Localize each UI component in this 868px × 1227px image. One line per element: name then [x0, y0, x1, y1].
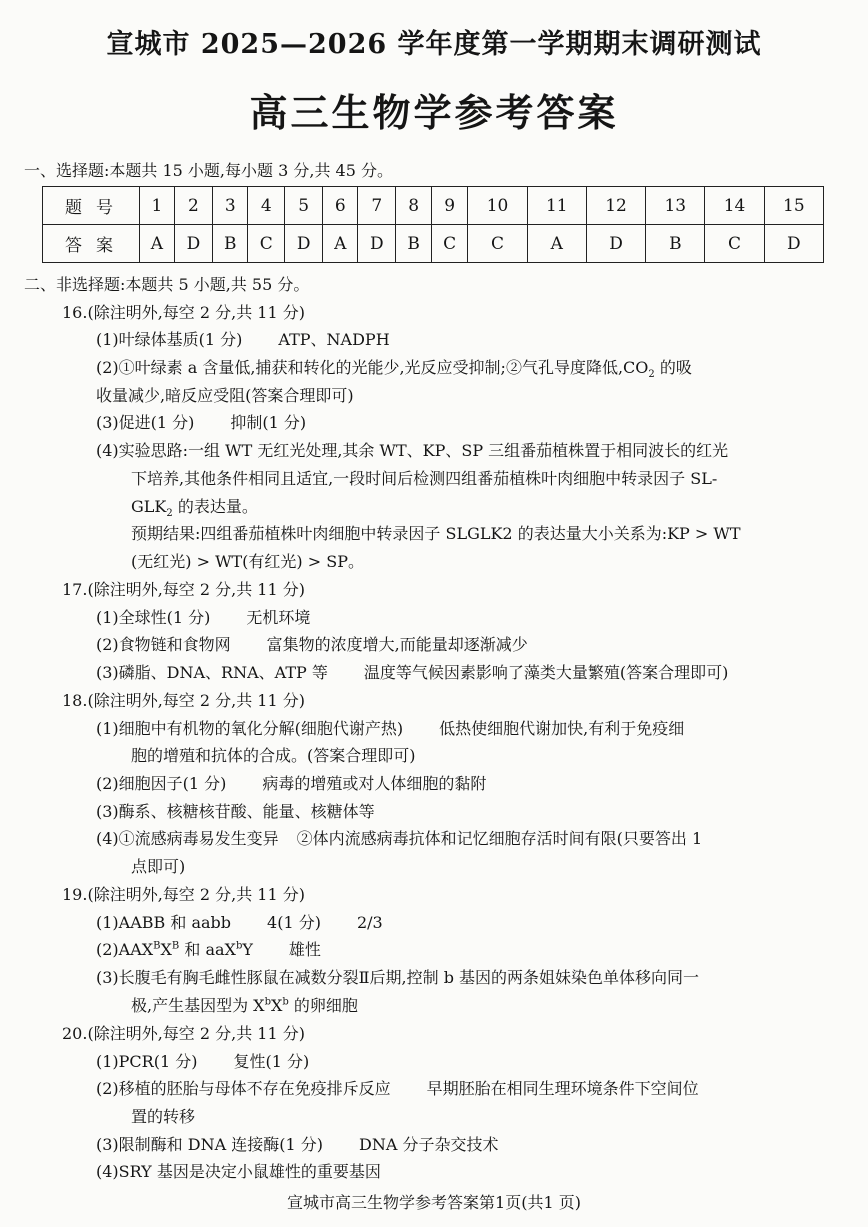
table-cell: 9 [431, 187, 468, 225]
answer-text: X [270, 996, 283, 1015]
q18-answer-1 [96, 716, 684, 739]
q19-answer-3: (3)长腹毛有胸毛雌性豚鼠在减数分裂Ⅱ后期,控制 b 基因的两条姐妹染色单体移向同一 [96, 968, 700, 987]
answer-text: X [160, 940, 172, 959]
answer-text: 雄性 [288, 940, 321, 959]
superscript: b [235, 940, 243, 952]
table-cell: 4 [248, 187, 285, 225]
q16-expected-result-cont: (无红光) > WT(有红光) > SP。 [131, 552, 364, 571]
answer-text: 病毒的增殖或对人体细胞的黏附 [262, 774, 487, 793]
answer-text: 的表达量。 [172, 497, 258, 516]
answer-text: Y [242, 940, 253, 959]
answer-text: (1)叶绿体基质(1 分) [96, 330, 243, 349]
q18-answer-2 [96, 771, 486, 794]
answer-text: (2)食物链和食物网 [96, 635, 231, 654]
row-label-answer: 答案 [43, 225, 140, 263]
page-title: 高三生物学参考答案 [249, 91, 619, 135]
q18-answer-3: (3)酶系、核糖核苷酸、能量、核糖体等 [96, 802, 375, 821]
q20-answer-3 [96, 1132, 498, 1155]
section1-heading: 一、选择题:本题共 15 小题,每小题 3 分,共 45 分。 [24, 161, 393, 180]
answer-text: 2/3 [356, 913, 383, 932]
q16-answer-4: (4)实验思路:一组 WT 无红光处理,其余 WT、KP、SP 三组番茄植株置于相同波长的红光 [96, 441, 729, 460]
exam-title: 宣城市 2025—2026 学年度第一学期期末调研测试 [106, 29, 762, 60]
q20-answer-2-cont: 置的转移 [131, 1107, 196, 1126]
table-cell: 13 [646, 187, 705, 225]
table-cell: D [358, 225, 396, 263]
q19-answer-1 [96, 910, 383, 933]
table-cell: B [213, 225, 248, 263]
q17-answer-3 [96, 660, 728, 683]
page-footer: 宣城市高三生物学参考答案第1页(共1 页) [287, 1193, 581, 1212]
answer-text: (4)①流感病毒易发生变异 [96, 829, 279, 848]
answer-text: 抑制(1 分) [230, 413, 307, 432]
answer-text: 富集物的浓度增大,而能量却逐渐减少 [266, 635, 528, 654]
subscript: 2 [648, 369, 655, 381]
answer-text: (1)全球性(1 分) [96, 608, 211, 627]
answer-text: (1)PCR(1 分) [96, 1052, 198, 1071]
q16-answer-1 [96, 327, 390, 350]
q20-answer-1 [96, 1049, 309, 1072]
answer-text: 和 aaX [179, 940, 236, 959]
q20-answer-4: (4)SRY 基因是决定小鼠雄性的重要基因 [96, 1162, 381, 1181]
answer-text: 无机环境 [246, 608, 311, 627]
answer-text: (2)①叶绿素 a 含量低,捕获和转化的光能少,光反应受抑制;②气孔导度降低,CO [96, 358, 649, 377]
table-cell: A [323, 225, 358, 263]
answer-row [43, 225, 824, 263]
answer-text: DNA 分子杂交技术 [358, 1135, 499, 1154]
q18-heading: 18.(除注明外,每空 2 分,共 11 分) [62, 691, 305, 710]
q17-answer-2 [96, 632, 528, 655]
answer-table [42, 186, 824, 263]
table-cell: D [764, 225, 823, 263]
q16-answer-4-cont [131, 494, 258, 519]
answer-text: 极,产生基因型为 X [131, 996, 265, 1015]
q19-heading: 19.(除注明外,每空 2 分,共 11 分) [62, 885, 305, 904]
table-cell: 11 [527, 187, 586, 225]
table-cell: C [705, 225, 764, 263]
q18-answer-4 [96, 826, 702, 849]
answer-text: ATP、NADPH [278, 330, 390, 349]
q19-answer-3-cont [131, 993, 358, 1016]
table-cell: B [646, 225, 705, 263]
q16-answer-3 [96, 410, 306, 433]
table-cell: D [285, 225, 323, 263]
answer-text: 4(1 分) [267, 913, 321, 932]
answer-text: (3)促进(1 分) [96, 413, 195, 432]
q18-answer-1-cont: 胞的增殖和抗体的合成。(答案合理即可) [131, 746, 416, 765]
table-cell: D [586, 225, 645, 263]
row-label-number: 题号 [43, 187, 140, 225]
q16-answer-2 [96, 355, 692, 380]
table-cell: 3 [213, 187, 248, 225]
answer-text: (2)AAX [96, 940, 154, 959]
answer-text: (1)AABB 和 aabb [96, 913, 232, 932]
question-number-row [43, 187, 824, 225]
q18-answer-4-cont: 点即可) [131, 857, 186, 876]
table-cell: A [527, 225, 586, 263]
superscript: B [153, 940, 161, 952]
table-cell: 15 [764, 187, 823, 225]
answer-text: (3)磷脂、DNA、RNA、ATP 等 [96, 663, 328, 682]
table-cell: 10 [468, 187, 527, 225]
answer-text: ②体内流感病毒抗体和记忆细胞存活时间有限(只要答出 1 [296, 829, 703, 848]
q16-answer-4-cont: 下培养,其他条件相同且适宜,一段时间后检测四组番茄植株叶肉细胞中转录因子 SL- [131, 469, 718, 488]
table-cell: 6 [323, 187, 358, 225]
q17-answer-1 [96, 605, 310, 628]
table-cell: 5 [285, 187, 323, 225]
answer-text: GLK [131, 497, 167, 516]
table-cell: C [248, 225, 285, 263]
table-cell: D [174, 225, 212, 263]
superscript: b [282, 996, 289, 1008]
table-cell: A [140, 225, 175, 263]
q16-expected-result: 预期结果:四组番茄植株叶肉细胞中转录因子 SLGLK2 的表达量大小关系为:KP > WT [131, 524, 741, 543]
table-cell: C [468, 225, 527, 263]
q17-heading: 17.(除注明外,每空 2 分,共 11 分) [62, 580, 305, 599]
q16-answer-2-cont: 收量减少,暗反应受阻(答案合理即可) [96, 386, 354, 405]
table-cell: 2 [174, 187, 212, 225]
table-cell: B [396, 225, 431, 263]
answer-text: 低热使细胞代谢加快,有利于免疫细 [439, 719, 685, 738]
table-cell: 12 [586, 187, 645, 225]
superscript: B [171, 940, 180, 952]
q19-answer-2 [96, 937, 321, 960]
table-cell: C [431, 225, 468, 263]
section2-heading: 二、非选择题:本题共 5 小题,共 55 分。 [24, 275, 310, 294]
answer-text: 的吸 [654, 358, 692, 377]
answer-text: 早期胚胎在相同生理环境条件下空间位 [426, 1079, 699, 1098]
q16-heading: 16.(除注明外,每空 2 分,共 11 分) [62, 303, 305, 322]
q20-heading: 20.(除注明外,每空 2 分,共 11 分) [62, 1024, 305, 1043]
answer-text: (1)细胞中有机物的氧化分解(细胞代谢产热) [96, 719, 404, 738]
table-cell: 7 [358, 187, 396, 225]
table-cell: 14 [705, 187, 764, 225]
subscript: 2 [166, 508, 173, 520]
table-cell: 1 [140, 187, 175, 225]
answer-text: 温度等气候因素影响了藻类大量繁殖(答案合理即可) [363, 663, 729, 682]
superscript: b [264, 996, 271, 1008]
answer-text: (2)移植的胚胎与母体不存在免疫排斥反应 [96, 1079, 391, 1098]
answer-text: 的卵细胞 [288, 996, 358, 1015]
answer-text: (2)细胞因子(1 分) [96, 774, 227, 793]
answer-text: (3)限制酶和 DNA 连接酶(1 分) [96, 1135, 323, 1154]
answer-text: 复性(1 分) [233, 1052, 310, 1071]
q20-answer-2 [96, 1076, 699, 1099]
table-cell: 8 [396, 187, 431, 225]
